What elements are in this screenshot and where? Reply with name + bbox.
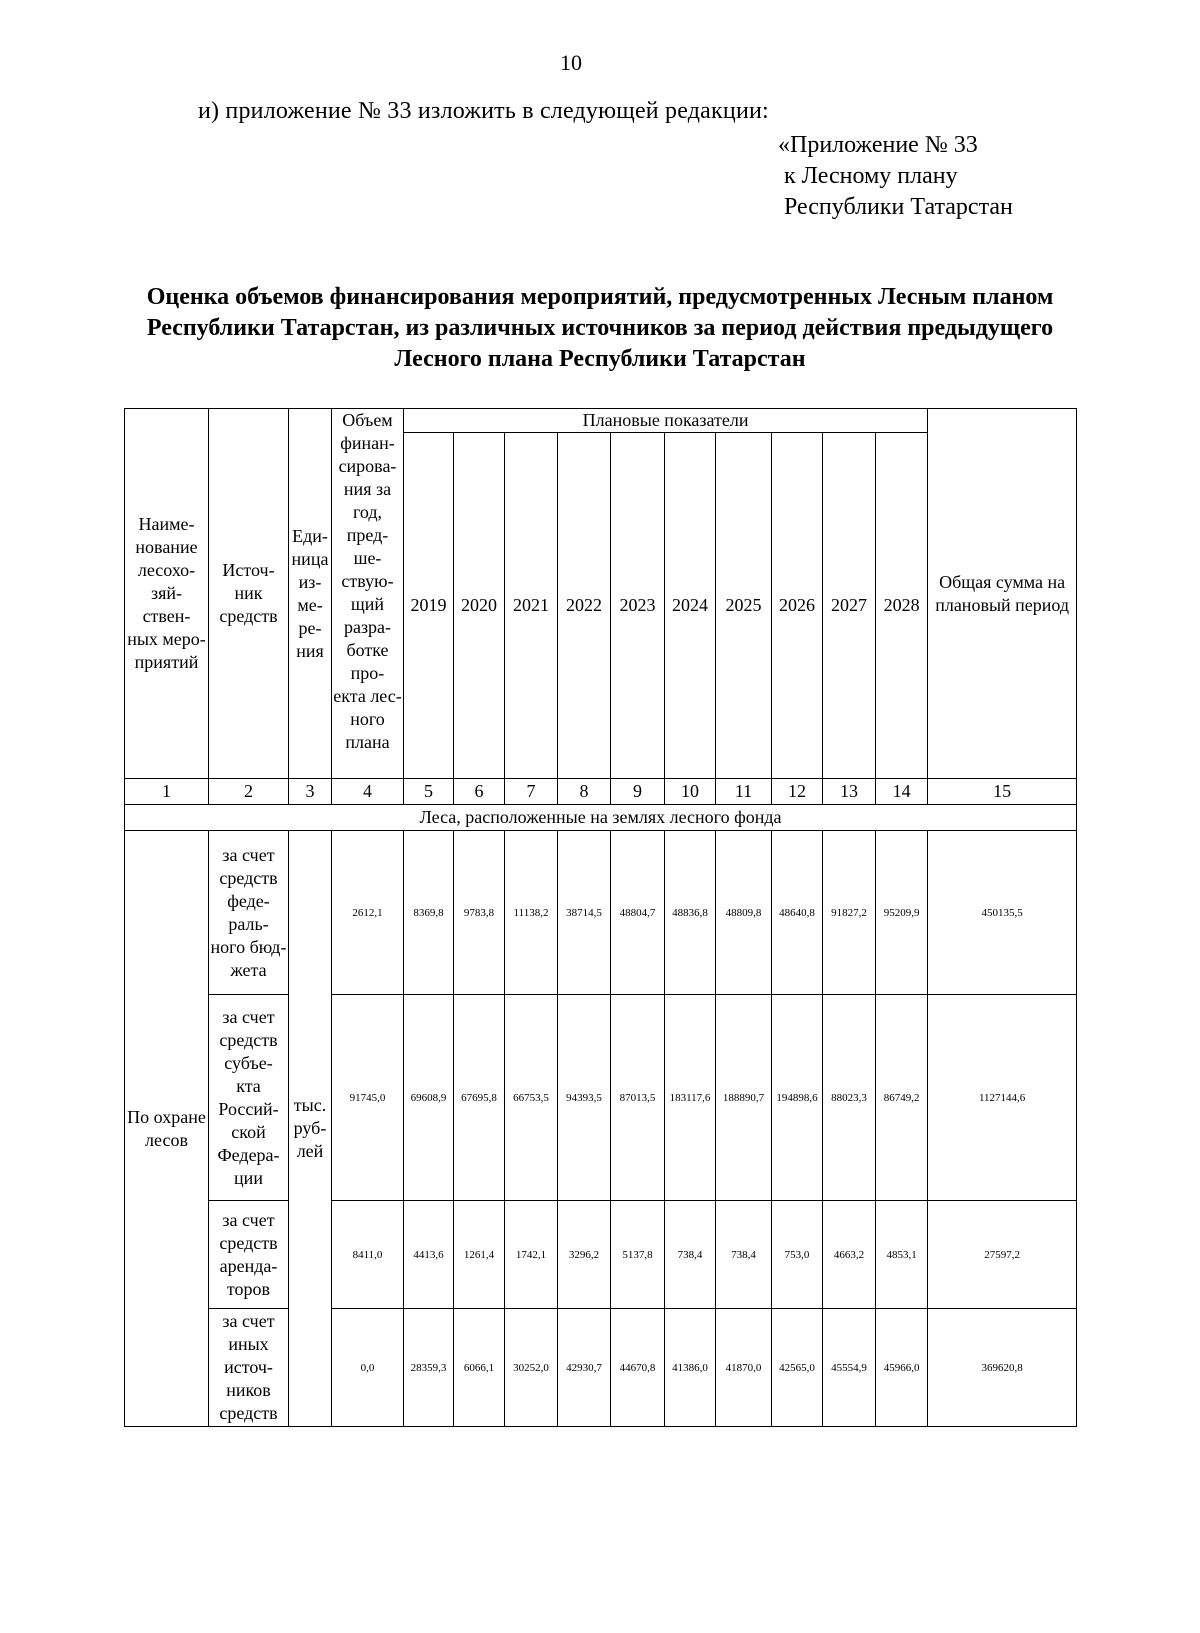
column-number: 1 — [125, 779, 209, 805]
intro-text: и) приложение № 33 изложить в следующей редакции: — [198, 98, 769, 124]
prior-volume-cell: 91745,0 — [332, 995, 404, 1201]
activity-cell: По охране лесов — [125, 831, 209, 1427]
column-number: 10 — [665, 779, 716, 805]
header-year: 2021 — [505, 433, 558, 779]
year-value-cell: 1742,1 — [505, 1201, 558, 1309]
year-value-cell: 45554,9 — [823, 1309, 876, 1427]
prior-volume-cell: 2612,1 — [332, 831, 404, 995]
year-value-cell: 44670,8 — [611, 1309, 665, 1427]
year-value-cell: 48640,8 — [772, 831, 823, 995]
year-value-cell: 8369,8 — [404, 831, 454, 995]
year-value-cell: 48809,8 — [716, 831, 772, 995]
year-value-cell: 91827,2 — [823, 831, 876, 995]
year-value-cell: 48836,8 — [665, 831, 716, 995]
header-unit: Еди- ница из- ме- ре- ния — [289, 409, 332, 779]
year-value-cell: 69608,9 — [404, 995, 454, 1201]
header-year: 2024 — [665, 433, 716, 779]
table-row — [125, 1201, 1077, 1309]
header-year: 2027 — [823, 433, 876, 779]
year-value-cell: 87013,5 — [611, 995, 665, 1201]
year-value-cell: 42930,7 — [558, 1309, 611, 1427]
year-value-cell: 67695,8 — [454, 995, 505, 1201]
year-value-cell: 738,4 — [716, 1201, 772, 1309]
year-value-cell: 11138,2 — [505, 831, 558, 995]
year-value-cell: 188890,7 — [716, 995, 772, 1201]
header-source: Источ- ник средств — [209, 409, 289, 779]
column-number: 7 — [505, 779, 558, 805]
unit-cell: тыс. руб- лей — [289, 831, 332, 1427]
header-year: 2022 — [558, 433, 611, 779]
year-value-cell: 48804,7 — [611, 831, 665, 995]
appendix-line-2: к Лесному плану — [784, 163, 958, 189]
header-year: 2023 — [611, 433, 665, 779]
source-cell: за счет средств арендa- торов — [209, 1201, 289, 1309]
source-cell: за счет средств субъе- кта Россий- ской Федера- ции — [209, 995, 289, 1201]
year-value-cell: 183117,6 — [665, 995, 716, 1201]
total-cell: 450135,5 — [928, 831, 1077, 995]
total-cell: 27597,2 — [928, 1201, 1077, 1309]
header-year: 2020 — [454, 433, 505, 779]
column-number: 14 — [876, 779, 928, 805]
year-value-cell: 753,0 — [772, 1201, 823, 1309]
year-value-cell: 45966,0 — [876, 1309, 928, 1427]
column-number: 6 — [454, 779, 505, 805]
year-value-cell: 4663,2 — [823, 1201, 876, 1309]
section-row — [125, 805, 1077, 831]
column-number: 11 — [716, 779, 772, 805]
year-value-cell: 38714,5 — [558, 831, 611, 995]
column-number: 8 — [558, 779, 611, 805]
year-value-cell: 88023,3 — [823, 995, 876, 1201]
column-number: 13 — [823, 779, 876, 805]
year-value-cell: 42565,0 — [772, 1309, 823, 1427]
column-numbers-row — [125, 779, 1077, 805]
source-cell: за счет средств феде- раль- ного бюд- жета — [209, 831, 289, 995]
year-value-cell: 6066,1 — [454, 1309, 505, 1427]
header-total: Общая сумма на плановый период — [928, 409, 1077, 779]
header-activity: Наиме- нование лесохо- зяй- ствен- ных меро- приятий — [125, 409, 209, 779]
year-value-cell: 4853,1 — [876, 1201, 928, 1309]
prior-volume-cell: 8411,0 — [332, 1201, 404, 1309]
header-prior-volume: Объем финан- сирова- ния за год, пред- ше- ствую- щий разра- ботке про- екта лес- ного плана — [332, 409, 404, 779]
column-number: 12 — [772, 779, 823, 805]
column-number: 3 — [289, 779, 332, 805]
prior-volume-cell: 0,0 — [332, 1309, 404, 1427]
header-row — [125, 409, 1077, 433]
appendix-line-3: Республики Татарстан — [784, 194, 1013, 220]
page-number: 10 — [560, 50, 582, 75]
document-title: Оценка объемов финансирования мероприятий, предусмотренных Лесным планом Республики Татарстан, из различных источников за период действия предыдущего Лесного плана Республики Татарстан — [146, 284, 1054, 372]
year-value-cell: 41870,0 — [716, 1309, 772, 1427]
year-value-cell: 30252,0 — [505, 1309, 558, 1427]
year-value-cell: 194898,6 — [772, 995, 823, 1201]
year-value-cell: 41386,0 — [665, 1309, 716, 1427]
year-value-cell: 95209,9 — [876, 831, 928, 995]
year-value-cell: 738,4 — [665, 1201, 716, 1309]
appendix-line-1: «Приложение № 33 — [778, 132, 978, 158]
header-year: 2028 — [876, 433, 928, 779]
year-value-cell: 9783,8 — [454, 831, 505, 995]
column-number: 2 — [209, 779, 289, 805]
year-value-cell: 4413,6 — [404, 1201, 454, 1309]
total-cell: 1127144,6 — [928, 995, 1077, 1201]
year-value-cell: 5137,8 — [611, 1201, 665, 1309]
header-year: 2026 — [772, 433, 823, 779]
column-number: 9 — [611, 779, 665, 805]
column-number: 5 — [404, 779, 454, 805]
table-row — [125, 831, 1077, 995]
year-value-cell: 3296,2 — [558, 1201, 611, 1309]
year-value-cell: 86749,2 — [876, 995, 928, 1201]
header-year: 2025 — [716, 433, 772, 779]
section-heading: Леса, расположенные на землях лесного фонда — [125, 805, 1077, 831]
column-number: 15 — [928, 779, 1077, 805]
table-row — [125, 995, 1077, 1201]
year-value-cell: 66753,5 — [505, 995, 558, 1201]
column-number: 4 — [332, 779, 404, 805]
year-value-cell: 28359,3 — [404, 1309, 454, 1427]
year-value-cell: 94393,5 — [558, 995, 611, 1201]
total-cell: 369620,8 — [928, 1309, 1077, 1427]
financing-table — [124, 408, 1077, 1427]
table-row — [125, 1309, 1077, 1427]
appendix-reference — [778, 130, 1013, 223]
header-year: 2019 — [404, 433, 454, 779]
year-value-cell: 1261,4 — [454, 1201, 505, 1309]
source-cell: за счет иных источ- ников средств — [209, 1309, 289, 1427]
header-planned: Плановые показатели — [404, 409, 928, 433]
